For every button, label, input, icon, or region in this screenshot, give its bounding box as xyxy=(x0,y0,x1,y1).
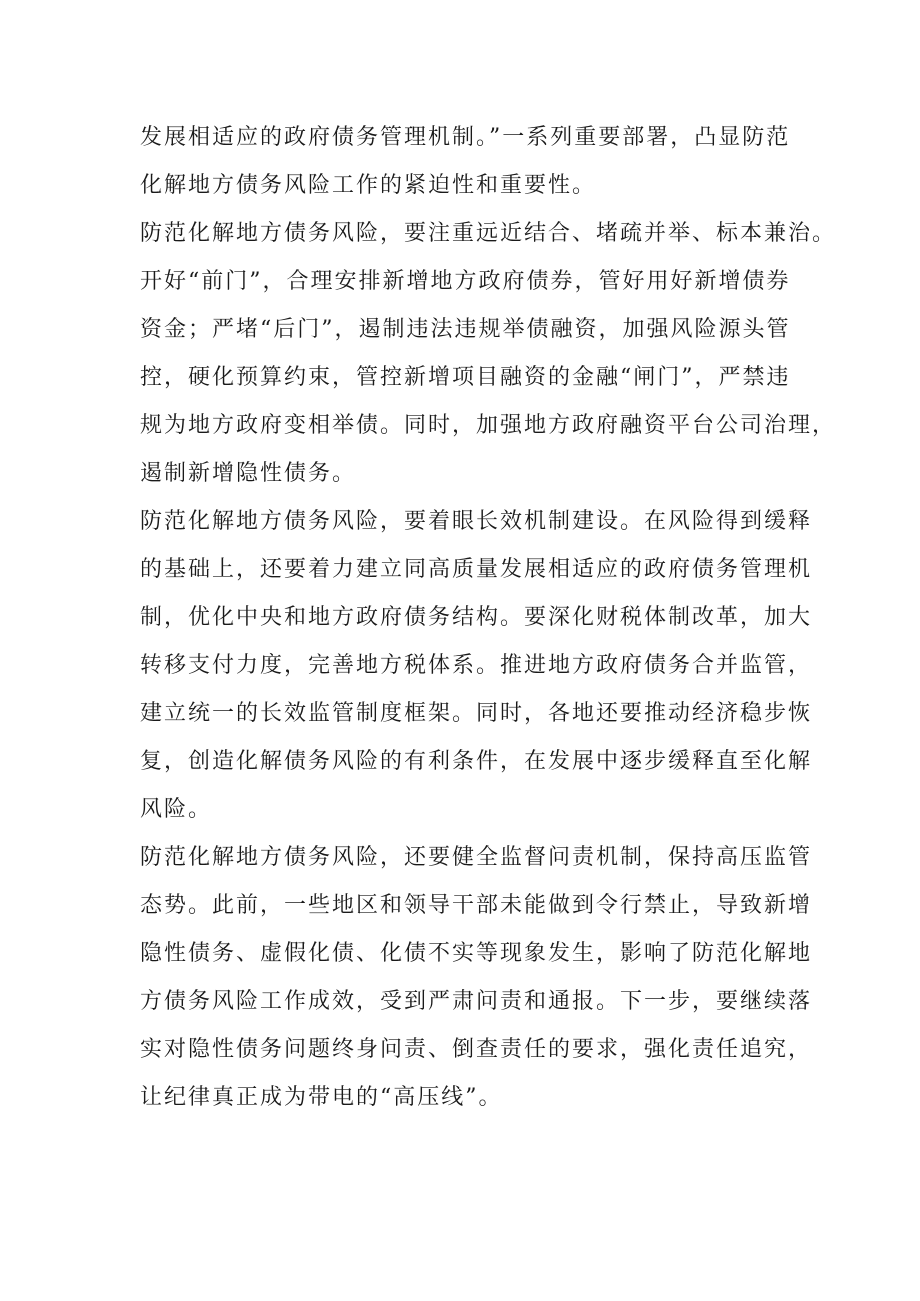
text-line: 规为地方政府变相举债。同时，加强地方政府融资平台公司治理， xyxy=(140,413,837,438)
text-line: 风险。 xyxy=(140,797,213,822)
text-line: 实对隐性债务问题终身问责、倒查责任的要求，强化责任追究， xyxy=(140,1037,813,1062)
text-line: 转移支付力度，完善地方税体系。推进地方政府债务合并监管， xyxy=(140,653,813,678)
text-line: 方债务风险工作成效，受到严肃问责和通报。下一步，要继续落 xyxy=(140,989,813,1014)
text-line: 防范化解地方债务风险，还要健全监督问责机制，保持高压监管 xyxy=(140,845,813,870)
text-line: 让纪律真正成为带电的“高压线”。 xyxy=(140,1085,503,1110)
text-line: 隐性债务、虚假化债、化债不实等现象发生，影响了防范化解地 xyxy=(140,941,813,966)
text-line: 的基础上，还要着力建立同高质量发展相适应的政府债务管理机 xyxy=(140,557,813,582)
text-line: 建立统一的长效监管制度框架。同时，各地还要推动经济稳步恢 xyxy=(140,701,813,726)
body-text xyxy=(140,114,837,1122)
text-line: 遏制新增隐性债务。 xyxy=(140,461,357,486)
text-line: 制，优化中央和地方政府债务结构。要深化财税体制改革，加大 xyxy=(140,605,813,630)
text-line: 复，创造化解债务风险的有利条件，在发展中逐步缓释直至化解 xyxy=(140,749,813,774)
text-line: 开好“前门”，合理安排新增地方政府债券，管好用好新增债券 xyxy=(140,269,791,294)
text-line: 控，硬化预算约束，管控新增项目融资的金融“闸门”，严禁违 xyxy=(140,365,791,390)
text-line: 态势。此前，一些地区和领导干部未能做到令行禁止，导致新增 xyxy=(140,893,813,918)
text-line: 防范化解地方债务风险，要着眼长效机制建设。在风险得到缓释 xyxy=(140,509,813,534)
text-line: 化解地方债务风险工作的紧迫性和重要性。 xyxy=(140,173,597,198)
text-line: 发展相适应的政府债务管理机制。”一系列重要部署，凸显防范 xyxy=(140,125,791,150)
text-line: 资金；严堵“后门”，遏制违法违规举债融资，加强风险源头管 xyxy=(140,317,791,342)
text-line: 防范化解地方债务风险，要注重远近结合、堵疏并举、标本兼治。 xyxy=(140,221,837,246)
